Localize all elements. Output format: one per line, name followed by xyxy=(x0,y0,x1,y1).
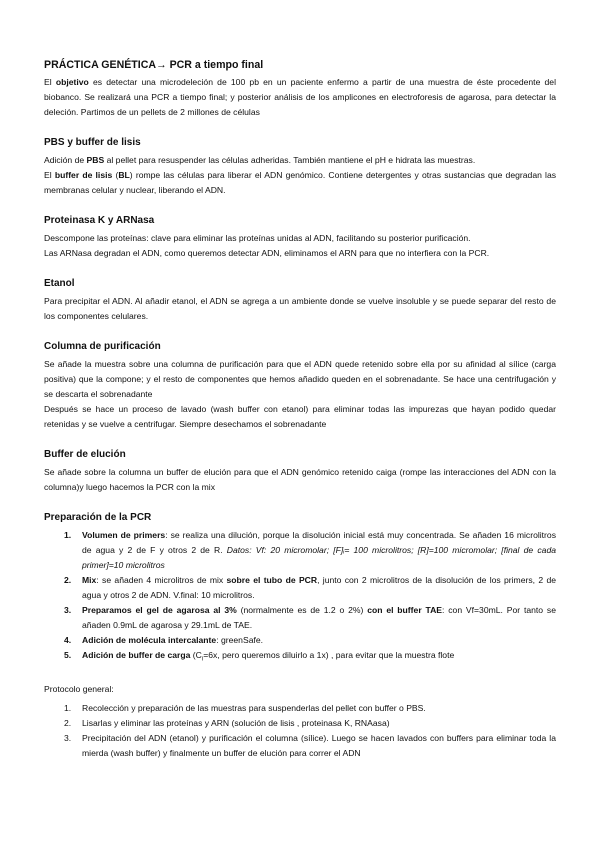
list-item: 1. Recolección y preparación de las muestras para suspenderlas del pellet con buffer o PBS. xyxy=(64,702,426,713)
intro-bold-objetivo: objetivo xyxy=(55,77,89,87)
list-item: 2. Lisarlas y eliminar las proteínas y ARN (solución de lisis , proteinasa K, RNAasa) xyxy=(64,717,390,728)
preparacion-list xyxy=(44,528,556,668)
list-item: 3. Precipitación del ADN (etanol) y purificación el columna (sílice). Luego se hacen lavados con buffers para eliminar toda la mierda (wash buffer) y finalmente un buffer de elución para correr el ADN xyxy=(64,732,556,758)
list-item: 2. Mix: se añaden 4 microlitros de mix sobre el tubo de PCR, junto con 2 microlitros de la disolución de los primers, 2 de agua y otros 2 de ADN. V.final: 10 microlitros. xyxy=(64,575,556,600)
section-heading-columna: Columna de purificación xyxy=(44,341,161,352)
columna-paragraph-1: Se añade la muestra sobre una columna de purificación para que el ADN quede retenido sobre ella por su afinidad al sílice (carga positiva) que la compone; y el resto de componentes que hemos añadido queden en el sobrenadante. Se hace una centrifugación y se descarta el sobrenadante xyxy=(44,359,556,399)
pbs-paragraph-2: El buffer de lisis (BL) rompe las células para liberar el ADN genómico. Contiene detergentes y otras sustancias que degradan las membranas celular y nuclear, liberando el ADN. xyxy=(44,170,557,195)
elucion-paragraph: Se añade sobre la columna un buffer de elución para que el ADN genómico retenido caiga (rompe las interacciones del ADN con la columna)y luego hacemos la PCR con la mix xyxy=(44,467,556,492)
section-heading-preparacion: Preparación de la PCR xyxy=(44,512,152,523)
proteinasa-paragraph-1: Descompone las proteínas: clave para eliminar las proteínas unidas al ADN, facilitando su posterior purificación. xyxy=(44,233,471,243)
page-title xyxy=(44,58,556,73)
section-heading-pbs: PBS y buffer de lisis xyxy=(44,137,141,148)
section-heading-proteinasa: Proteinasa K y ARNasa xyxy=(44,215,155,226)
list-item: 5. Adición de buffer de carga ($C_i=6x$, pero queremos diluirlo a 1x) , para evitar que la muestra flote xyxy=(64,650,455,663)
right-arrow-icon: → xyxy=(156,59,167,71)
list-item: 1. Volumen de primers: se realiza una dilución, porque la disolución inicial está muy concentrada. Se añaden 16 microlitros de agua y 2 de F y otros 2 de R. Datos: Vf: 20 micromolar; [F]ᵢ= 100 microlitros; [R]=100 micromolar; [final de cada primer]=10 microlitros xyxy=(64,530,556,570)
etanol-paragraph: Para precipitar el ADN. Al añadir etanol, el ADN se agrega a un ambiente donde se vuelve insoluble y se puede separar del resto de los componentes celulares. xyxy=(44,296,556,321)
protocolo-list xyxy=(44,701,556,761)
pbs-paragraph-1: Adición de PBS al pellet para resuspender las células adheridas. También mantiene el pH e hidrata las muestras. xyxy=(44,155,476,165)
section-heading-etanol: Etanol xyxy=(44,278,75,289)
proteinasa-paragraph-2: Las ARNasa degradan el ADN, como queremos detectar ADN, eliminamos el ARN para que no interfiera con la PCR. xyxy=(44,248,490,258)
section-heading-elucion: Buffer de elución xyxy=(44,449,126,460)
columna-paragraph-2: Después se hace un proceso de lavado (wash buffer con etanol) para eliminar todas las impurezas que hayan podido quedar retenidas y se vuelve a centrifugar. Siempre desechamos el sobrenadante xyxy=(44,404,556,429)
title-suffix: PCR a tiempo final xyxy=(166,59,264,71)
title-prefix: PRÁCTICA GENÉTICA xyxy=(44,59,157,71)
intro-paragraph: El objetivo es detectar una microdeleción de 100 pb en un paciente enfermo a partir de una muestra de éste procedente del biobanco. Se realizará una PCR a tiempo final; y posterior análisis de los amplicones en electroforesis de agarosa, para detectar la deleción. Partimos de un pellets de 2 millones de células xyxy=(44,77,556,117)
list-item: 4. Adición de molécula intercalante: greenSafe. xyxy=(64,635,264,645)
protocolo-title: Protocolo general: xyxy=(44,683,114,694)
list-item: 3. Preparamos el gel de agarosa al 3% (normalmente es de 1.2 o 2%) con el buffer TAE: con Vf=30mL. Por tanto se añaden 0.9mL de agarosa y 29.1mL de TAE. xyxy=(64,605,556,630)
